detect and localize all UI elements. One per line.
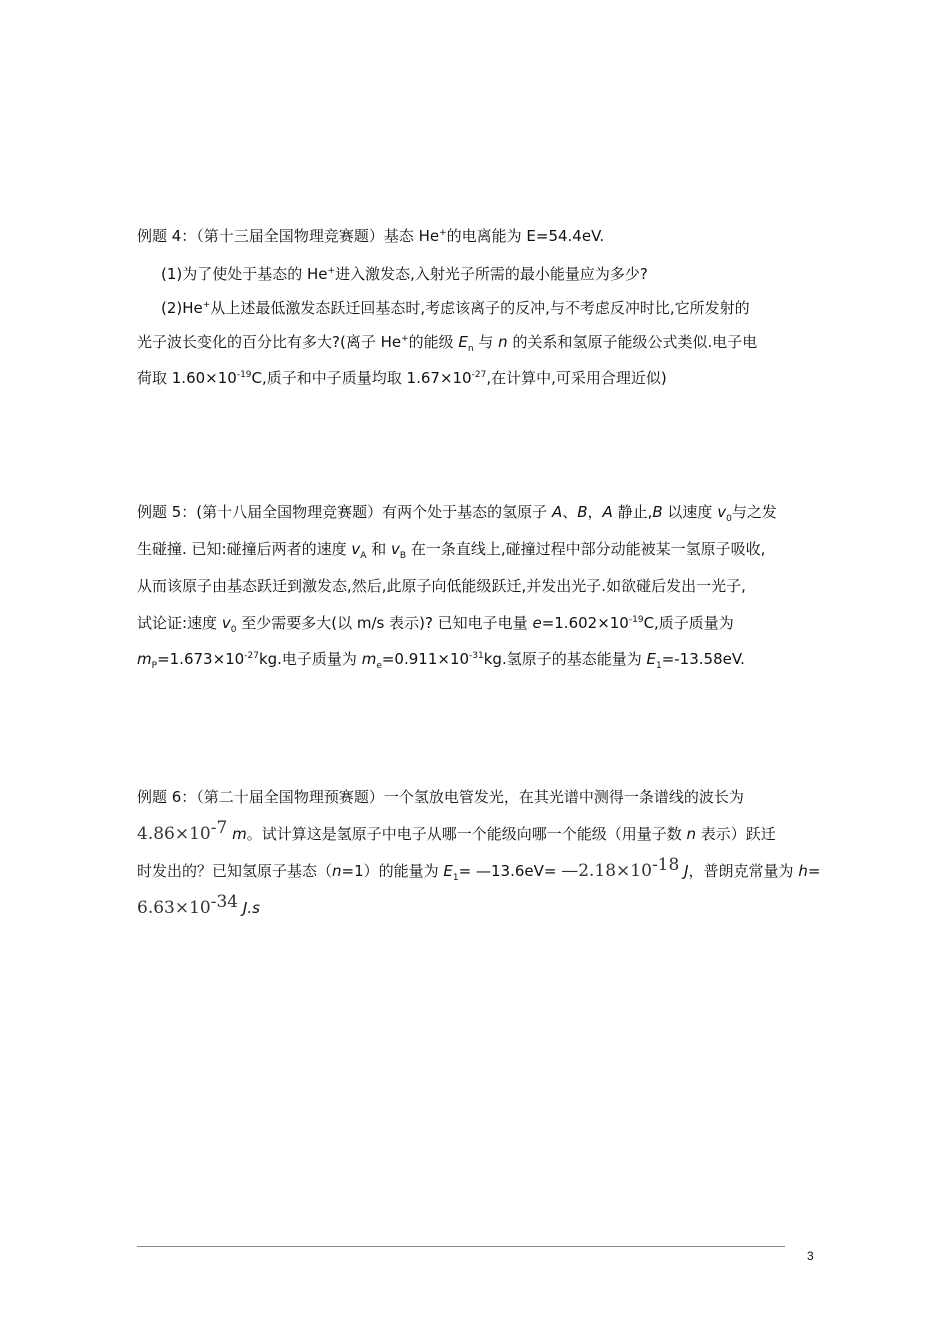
text: =-13.58eV. <box>661 650 745 668</box>
ex5-line-5 <box>137 640 817 678</box>
text: 荷取 1.60×10 <box>137 369 237 387</box>
text: C,质子质量为 <box>643 614 734 632</box>
var: B <box>652 503 663 521</box>
text: 与 <box>473 333 499 351</box>
text: (1)为了使处于基态的 He <box>161 265 328 283</box>
sub: 1 <box>452 873 459 883</box>
ex6-line-3 <box>137 852 821 890</box>
sup: + <box>401 334 409 344</box>
sub: P <box>151 661 158 671</box>
text: (2)He <box>161 299 203 317</box>
math: 6.63×10 <box>137 898 211 918</box>
sup: -7 <box>210 818 228 838</box>
text: kg.氢原子的基态能量为 <box>483 650 647 668</box>
text: 表示）跃迁 <box>695 825 776 843</box>
sup: -34 <box>210 892 239 912</box>
text: 例题 5：(第十八届全国物理竞赛题）有两个处于基态的氢原子 <box>137 503 552 521</box>
ex6-line-2 <box>137 815 817 853</box>
var: E <box>646 650 656 668</box>
text: 与之发 <box>731 503 777 521</box>
text: 进入激发态,入射光子所需的最小能量应为多少? <box>335 265 648 283</box>
unit: J <box>679 862 689 880</box>
math: 4.86×10 <box>137 824 211 844</box>
text: 在一条直线上,碰撞过程中部分动能被某一氢原子吸收, <box>406 540 766 558</box>
ex4-heading <box>137 217 817 255</box>
sup: -18 <box>651 855 680 875</box>
text: 和 <box>366 540 391 558</box>
text: 的能级 <box>408 333 459 351</box>
ex4-question-2 <box>137 289 841 327</box>
page-number: 3 <box>807 1249 814 1263</box>
ex4-question-1 <box>137 255 841 293</box>
unit: J.s <box>238 899 260 917</box>
text: 以速度 <box>662 503 718 521</box>
text: =1.602×10 <box>541 614 629 632</box>
var: h <box>798 862 808 880</box>
ex5-line-1 <box>137 493 817 531</box>
sup: -31 <box>469 651 484 661</box>
var: E <box>458 333 468 351</box>
ex6-line-1: 例题 6：（第二十届全国物理预赛题）一个氢放电管发光，在其光谱中测得一条谱线的波长为 <box>137 788 744 806</box>
sup: -19 <box>628 615 644 625</box>
text: 至少需要多大(以 m/s 表示)? 已知电子电量 <box>236 614 533 632</box>
text: 。试计算这是氢原子中电子从哪一个能级向哪一个能级（用量子数 <box>246 825 687 843</box>
var: v <box>221 614 231 632</box>
text: =0.911×10 <box>381 650 470 668</box>
sub: 0 <box>726 514 732 524</box>
text: C,质子和中子质量均取 1.67×10 <box>251 369 472 387</box>
ex4-line-3 <box>137 323 817 361</box>
sub: B <box>399 551 407 561</box>
sub: 0 <box>230 625 237 635</box>
text: =1.673×10 <box>157 650 245 668</box>
text: 的关系和氢原子能级公式类似.电子电 <box>507 333 758 351</box>
sub: 1 <box>655 661 662 671</box>
text: 从上述最低激发态跃迁回基态时,考虑该离子的反冲,与不考虑反冲时比,它所发射的 <box>210 299 750 317</box>
math: —2.18×10 <box>561 861 652 881</box>
sub: e <box>376 661 382 671</box>
text: 试论证:速度 <box>137 614 222 632</box>
text: 、 <box>562 503 578 521</box>
unit: m <box>227 825 247 843</box>
text: 例题 4：（第十三届全国物理竞赛题）基态 He <box>137 227 440 245</box>
text: 静止, <box>612 503 653 521</box>
text: =1）的能量为 <box>341 862 444 880</box>
var: n <box>686 825 696 843</box>
var: A <box>551 503 563 521</box>
sup: + <box>439 228 447 238</box>
var: n <box>498 333 508 351</box>
sup: + <box>327 266 336 276</box>
sup: -19 <box>236 370 252 380</box>
text: ,在计算中,可采用合理近似) <box>486 369 667 387</box>
sub: n <box>467 344 474 354</box>
text: 生碰撞. 已知:碰撞后两者的速度 <box>137 540 352 558</box>
var: e <box>532 614 542 632</box>
ex5-line-2 <box>137 530 817 568</box>
var: v <box>351 540 361 558</box>
var: v <box>717 503 727 521</box>
text: = —13.6eV= <box>458 862 562 880</box>
sup: -27 <box>471 370 487 380</box>
var: n <box>332 862 342 880</box>
sup: + <box>202 300 211 310</box>
ex4-line-4 <box>137 359 817 397</box>
text: 光子波长变化的百分比有多大?(离子 He <box>137 333 402 351</box>
footer-rule <box>137 1246 785 1247</box>
text: ， <box>587 503 603 521</box>
text: 时发出的？已知氢原子基态（ <box>137 862 333 880</box>
text: = <box>807 862 821 880</box>
var: m <box>137 650 152 668</box>
text: ，普朗克常量为 <box>688 862 799 880</box>
var: m <box>361 650 377 668</box>
var: E <box>443 862 453 880</box>
sub: A <box>360 551 367 561</box>
var: A <box>602 503 613 521</box>
sup: -27 <box>244 651 259 661</box>
text: kg.电子质量为 <box>258 650 362 668</box>
var: B <box>577 503 588 521</box>
ex6-line-4 <box>137 889 817 927</box>
var: v <box>390 540 400 558</box>
ex5-line-4 <box>137 604 817 642</box>
text: 的电离能为 E=54.4eV. <box>446 227 605 245</box>
ex5-line-3: 从而该原子由基态跃迁到激发态,然后,此原子向低能级跃迁,并发出光子.如欲碰后发出一光子, <box>137 577 746 595</box>
